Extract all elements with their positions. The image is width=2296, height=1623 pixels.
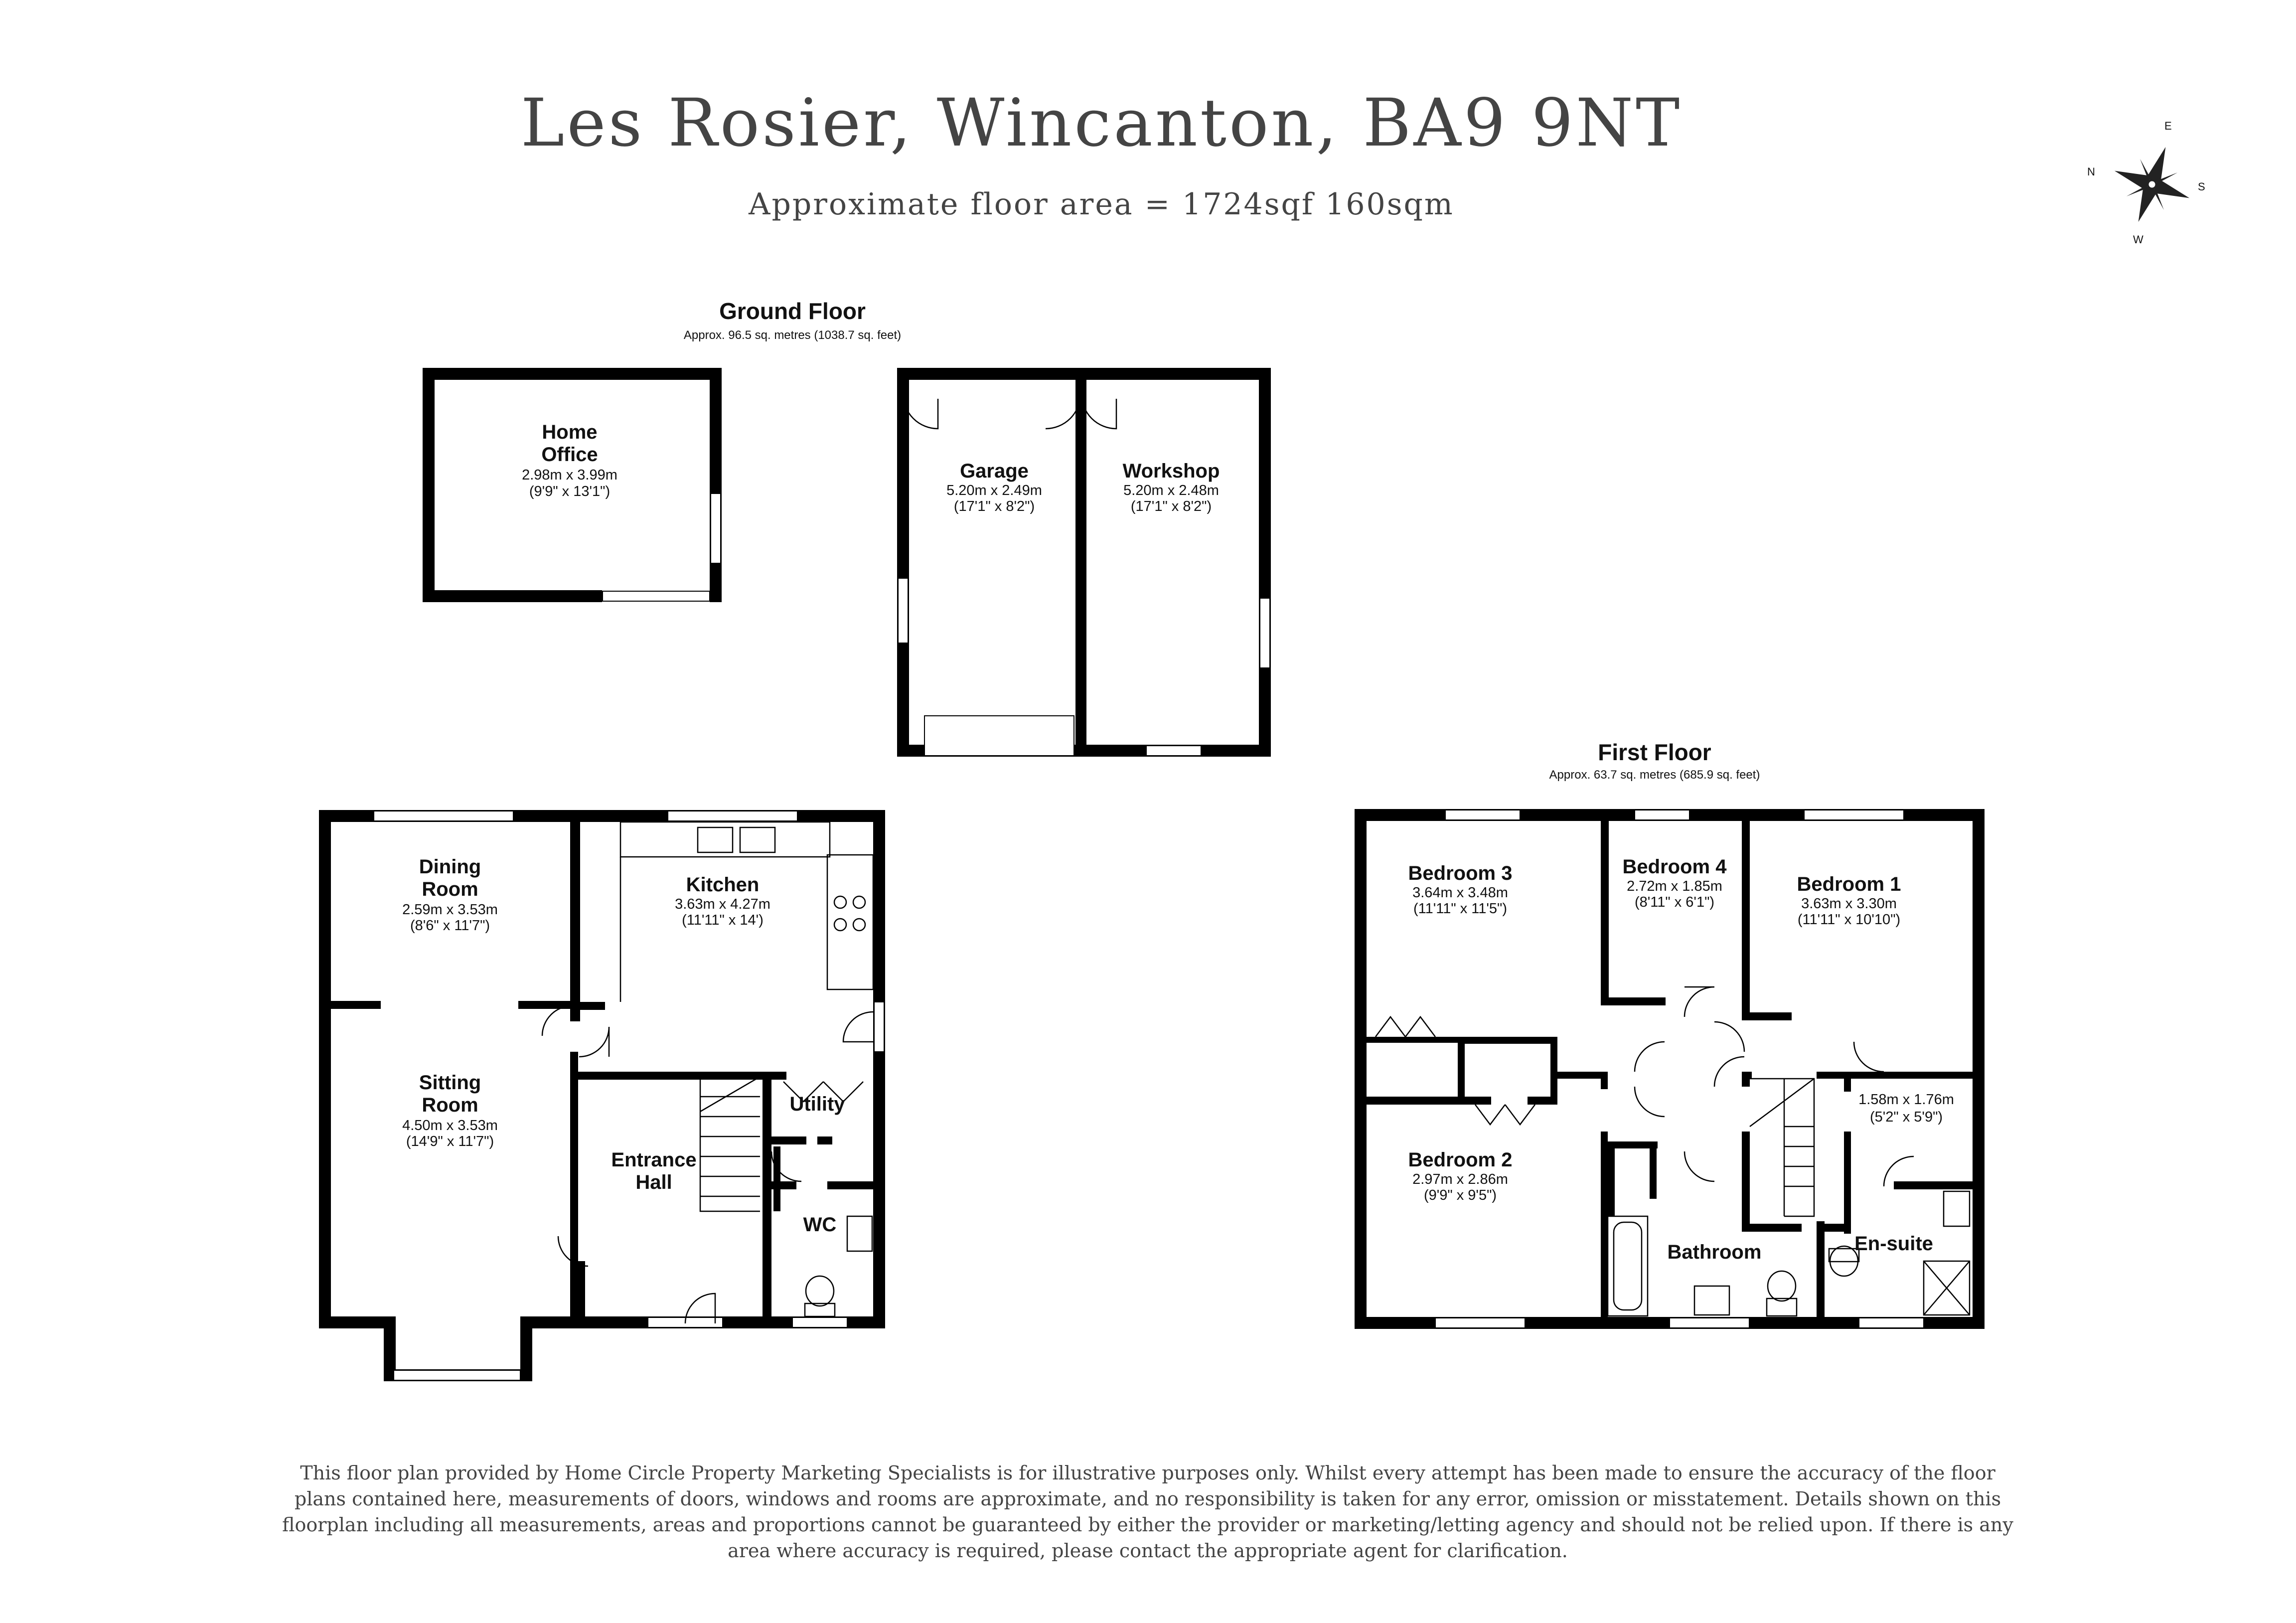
garage-metric: 5.20m x 2.49m	[946, 483, 1042, 498]
ensuite-name: En-suite	[1854, 1233, 1933, 1255]
bed3-name: Bedroom 3	[1408, 862, 1513, 884]
dining-name1: Dining	[419, 856, 481, 878]
page-title: Les Rosier, Wincanton, BA9 9NT	[520, 85, 1683, 162]
home-office-imperial: (9'9" x 13'1")	[529, 484, 611, 499]
home-office-metric: 2.98m x 3.99m	[522, 467, 617, 483]
garage-walls	[897, 368, 1271, 757]
kitchen-name: Kitchen	[686, 874, 760, 896]
utility-name: Utility	[789, 1093, 845, 1115]
disclaimer-line-4: area where accuracy is required, please contact the appropriate agent for clarification.	[728, 1540, 1568, 1562]
disclaimer-line-2: plans contained here, measurements of doors, windows and rooms are approximate, and no responsibility is taken for any error, omission or misstatement. Details shown on this	[294, 1488, 2001, 1510]
bed1-imperial: (11'11" x 10'10")	[1797, 912, 1901, 928]
bed2-name: Bedroom 2	[1408, 1149, 1513, 1171]
ensuite-imperial: (5'2" x 5'9")	[1869, 1109, 1943, 1125]
dining-metric: 2.59m x 3.53m	[402, 902, 498, 918]
compass-w: W	[2133, 233, 2143, 246]
garage-imperial: (17'1" x 8'2")	[953, 498, 1035, 514]
dining-name2: Room	[422, 878, 478, 900]
first-floor-area: Approx. 63.7 sq. metres (685.9 sq. feet)	[1549, 768, 1760, 782]
home-office-name2: Office	[541, 444, 598, 466]
sitting-metric: 4.50m x 3.53m	[402, 1118, 498, 1134]
disclaimer-line-3: floorplan including all measurements, areas and proportions cannot be guaranteed by either the provider or marketing/letting agency and should not be relied upon. If there is any	[282, 1514, 2013, 1536]
bed2-imperial: (9'9" x 9'5")	[1423, 1187, 1497, 1203]
bed4-name: Bedroom 4	[1622, 856, 1727, 878]
wc-name: WC	[803, 1214, 837, 1236]
sitting-name1: Sitting	[419, 1072, 481, 1094]
garage-name: Garage	[960, 460, 1029, 482]
ground-floor-title: Ground Floor	[719, 298, 866, 324]
kitchen-metric: 3.63m x 4.27m	[675, 896, 770, 912]
hall-name2: Hall	[635, 1171, 672, 1193]
disclaimer-line-1: This floor plan provided by Home Circle Property Marketing Specialists is for illustrative purposes only. Whilst every attempt has been made to ensure the accuracy of the floor	[300, 1462, 1995, 1484]
bed4-metric: 2.72m x 1.85m	[1627, 878, 1722, 894]
hall-name1: Entrance	[611, 1149, 697, 1171]
workshop-metric: 5.20m x 2.48m	[1123, 483, 1219, 498]
home-office-name1: Home	[542, 421, 598, 443]
dining-imperial: (8'6" x 11'7")	[410, 918, 490, 934]
compass-s: S	[2198, 180, 2205, 193]
first-floor-title: First Floor	[1598, 739, 1711, 765]
bed4-imperial: (8'11" x 6'1")	[1634, 894, 1715, 910]
bed3-metric: 3.64m x 3.48m	[1412, 885, 1508, 901]
compass-icon	[2101, 133, 2203, 235]
page-subtitle: Approximate floor area = 1724sqf 160sqm	[749, 187, 1454, 222]
compass-e: E	[2164, 120, 2172, 132]
bed1-metric: 3.63m x 3.30m	[1801, 896, 1897, 912]
workshop-imperial: (17'1" x 8'2")	[1130, 498, 1212, 514]
kitchen-imperial: (11'11" x 14')	[682, 912, 764, 928]
sitting-name2: Room	[422, 1094, 478, 1116]
bed3-imperial: (11'11" x 11'5")	[1413, 901, 1508, 917]
sitting-imperial: (14'9" x 11'7")	[406, 1134, 494, 1149]
ground-floor-area: Approx. 96.5 sq. metres (1038.7 sq. feet)	[683, 328, 902, 342]
workshop-name: Workshop	[1122, 460, 1220, 482]
ensuite-metric: 1.58m x 1.76m	[1858, 1092, 1954, 1108]
compass-n: N	[2087, 165, 2095, 178]
bathroom-name: Bathroom	[1667, 1241, 1762, 1263]
bed1-name: Bedroom 1	[1797, 873, 1901, 895]
bed2-metric: 2.97m x 2.86m	[1412, 1171, 1508, 1187]
